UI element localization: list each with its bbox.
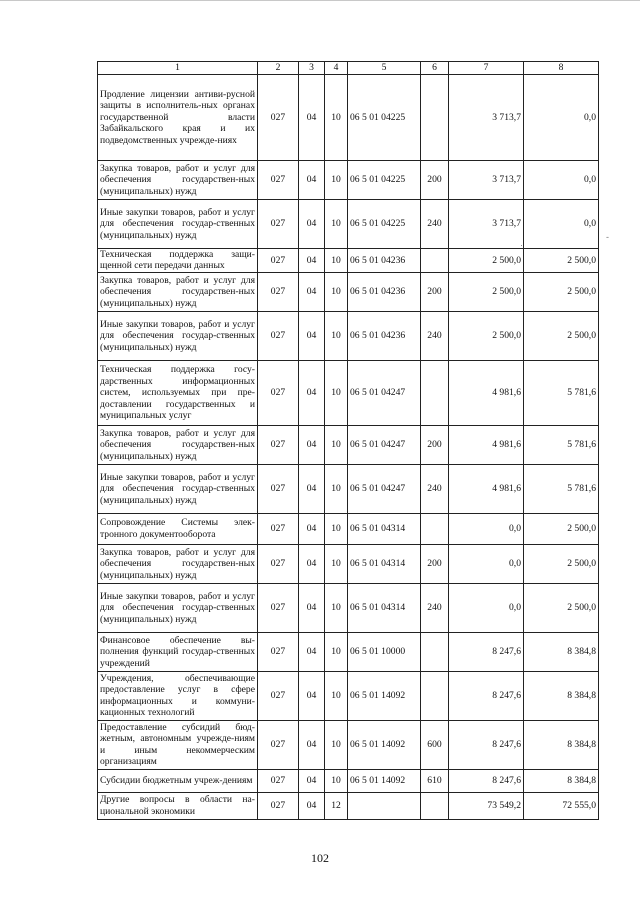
row-code-4: 10 <box>325 720 348 769</box>
scan-mark: · <box>520 240 523 250</box>
row-code-3: 04 <box>299 464 325 513</box>
table-row <box>98 792 599 819</box>
row-code-5: 06 5 01 04247 <box>348 425 421 464</box>
row-code-6: 200 <box>421 161 449 200</box>
row-code-2: 027 <box>258 161 299 200</box>
row-code-2: 027 <box>258 792 299 819</box>
row-code-6: 240 <box>421 200 449 249</box>
table-row <box>98 311 599 360</box>
row-amount-8: 5 781,6 <box>524 464 599 513</box>
row-code-2: 027 <box>258 311 299 360</box>
row-amount-8: 2 500,0 <box>524 544 599 583</box>
row-code-6: 240 <box>421 583 449 632</box>
row-description: Закупка товаров, работ и услуг для обеспечения государствен-ных (муниципальных) нужд <box>98 544 258 583</box>
row-description: Учреждения, обеспечивающие предоставление услуг в сфере информационных и коммуни-кационных технологий <box>98 671 258 720</box>
row-amount-8: 0,0 <box>524 200 599 249</box>
row-code-5: 06 5 01 04236 <box>348 311 421 360</box>
row-amount-7: 3 713,7 <box>449 161 524 200</box>
row-code-5: 06 5 01 04236 <box>348 272 421 311</box>
row-code-3: 04 <box>299 583 325 632</box>
row-code-2: 027 <box>258 632 299 671</box>
row-description: Иные закупки товаров, работ и услуг для обеспечения государ-ственных (муниципальных) нужд <box>98 583 258 632</box>
row-amount-8: 8 384,8 <box>524 632 599 671</box>
page-number: 102 <box>311 851 329 865</box>
col-header-3: 3 <box>299 62 325 75</box>
row-code-2: 027 <box>258 272 299 311</box>
row-amount-7: 3 713,7 <box>449 75 524 161</box>
row-amount-7: 0,0 <box>449 583 524 632</box>
row-code-4: 10 <box>325 671 348 720</box>
row-amount-8: 5 781,6 <box>524 360 599 425</box>
row-amount-7: 2 500,0 <box>449 249 524 273</box>
table-row <box>98 200 599 249</box>
col-header-8: 8 <box>524 62 599 75</box>
row-code-4: 10 <box>325 513 348 544</box>
row-code-3: 04 <box>299 75 325 161</box>
row-description: Иные закупки товаров, работ и услуг для обеспечения государ-ственных (муниципальных) нужд <box>98 200 258 249</box>
table-row <box>98 425 599 464</box>
row-code-4: 10 <box>325 583 348 632</box>
row-amount-7: 4 981,6 <box>449 464 524 513</box>
row-code-3: 04 <box>299 544 325 583</box>
row-code-4: 10 <box>325 425 348 464</box>
row-description: Предоставление субсидий бюд-жетным, автономным учрежде-ниям и иным некоммерческим организациям <box>98 720 258 769</box>
budget-table <box>97 61 599 820</box>
row-amount-7: 8 247,6 <box>449 632 524 671</box>
row-code-4: 10 <box>325 200 348 249</box>
col-header-1: 1 <box>98 62 258 75</box>
row-code-4: 10 <box>325 360 348 425</box>
row-code-2: 027 <box>258 769 299 792</box>
row-amount-7: 8 247,6 <box>449 720 524 769</box>
row-amount-8: 0,0 <box>524 161 599 200</box>
row-code-4: 10 <box>325 311 348 360</box>
row-code-6: 200 <box>421 272 449 311</box>
row-code-5: 06 5 01 04314 <box>348 513 421 544</box>
row-amount-7: 8 247,6 <box>449 671 524 720</box>
row-code-3: 04 <box>299 249 325 273</box>
row-code-6: 240 <box>421 464 449 513</box>
row-code-5: 06 5 01 14092 <box>348 720 421 769</box>
row-code-2: 027 <box>258 360 299 425</box>
row-code-2: 027 <box>258 425 299 464</box>
row-code-5: 06 5 01 04225 <box>348 200 421 249</box>
row-code-5: 06 5 01 04314 <box>348 583 421 632</box>
row-code-3: 04 <box>299 272 325 311</box>
row-amount-7: 0,0 <box>449 513 524 544</box>
table-row <box>98 632 599 671</box>
row-code-6: 200 <box>421 425 449 464</box>
row-code-6: 200 <box>421 544 449 583</box>
table-row <box>98 360 599 425</box>
row-code-2: 027 <box>258 583 299 632</box>
row-code-3: 04 <box>299 161 325 200</box>
row-code-2: 027 <box>258 75 299 161</box>
row-code-2: 027 <box>258 200 299 249</box>
table-row <box>98 513 599 544</box>
row-code-2: 027 <box>258 720 299 769</box>
row-description: Субсидии бюджетным учреж-дениям <box>98 769 258 792</box>
row-code-4: 10 <box>325 464 348 513</box>
row-code-3: 04 <box>299 311 325 360</box>
row-description: Закупка товаров, работ и услуг для обеспечения государствен-ных (муниципальных) нужд <box>98 425 258 464</box>
row-description: Техническая поддержка госу-дарственных информационных систем, используемых при пре-доставлении государственных и муниципальных услуг <box>98 360 258 425</box>
row-code-5: 06 5 01 10000 <box>348 632 421 671</box>
row-code-5: 06 5 01 04225 <box>348 161 421 200</box>
row-code-4: 10 <box>325 544 348 583</box>
row-code-6 <box>421 249 449 273</box>
row-code-3: 04 <box>299 632 325 671</box>
row-code-3: 04 <box>299 360 325 425</box>
row-code-3: 04 <box>299 200 325 249</box>
col-header-7: 7 <box>449 62 524 75</box>
row-code-6 <box>421 792 449 819</box>
row-code-6: 610 <box>421 769 449 792</box>
row-code-5: 06 5 01 04314 <box>348 544 421 583</box>
scan-mark: - <box>606 232 609 242</box>
row-description: Иные закупки товаров, работ и услуг для обеспечения государ-ственных (муниципальных) нужд <box>98 464 258 513</box>
row-description: Техническая поддержка защи-щенной сети передачи данных <box>98 249 258 273</box>
row-amount-7: 73 549,2 <box>449 792 524 819</box>
row-amount-8: 5 781,6 <box>524 425 599 464</box>
row-description: Другие вопросы в области на-циональной экономики <box>98 792 258 819</box>
row-code-2: 027 <box>258 544 299 583</box>
row-code-2: 027 <box>258 513 299 544</box>
row-code-4: 10 <box>325 632 348 671</box>
header-row <box>98 62 599 75</box>
row-amount-8: 2 500,0 <box>524 272 599 311</box>
row-description: Закупка товаров, работ и услуг для обеспечения государствен-ных (муниципальных) нужд <box>98 161 258 200</box>
table-row <box>98 544 599 583</box>
row-code-2: 027 <box>258 671 299 720</box>
row-description: Финансовое обеспечение вы-полнения функций государ-ственных учреждений <box>98 632 258 671</box>
row-amount-8: 8 384,8 <box>524 720 599 769</box>
row-code-3: 04 <box>299 671 325 720</box>
row-amount-7: 4 981,6 <box>449 425 524 464</box>
row-amount-7: 4 981,6 <box>449 360 524 425</box>
row-code-3: 04 <box>299 513 325 544</box>
row-amount-8: 8 384,8 <box>524 769 599 792</box>
col-header-4: 4 <box>325 62 348 75</box>
table-row <box>98 161 599 200</box>
row-code-3: 04 <box>299 425 325 464</box>
scan-top-edge <box>0 0 640 1</box>
row-amount-7: 2 500,0 <box>449 311 524 360</box>
row-code-4: 10 <box>325 249 348 273</box>
row-description: Закупка товаров, работ и услуг для обеспечения государствен-ных (муниципальных) нужд <box>98 272 258 311</box>
table-row <box>98 769 599 792</box>
table-row <box>98 249 599 273</box>
row-amount-7: 2 500,0 <box>449 272 524 311</box>
row-code-2: 027 <box>258 464 299 513</box>
row-amount-8: 2 500,0 <box>524 513 599 544</box>
row-code-6 <box>421 360 449 425</box>
col-header-6: 6 <box>421 62 449 75</box>
row-amount-8: 2 500,0 <box>524 583 599 632</box>
row-code-6 <box>421 671 449 720</box>
row-code-4: 10 <box>325 272 348 311</box>
row-amount-7: 0,0 <box>449 544 524 583</box>
row-code-6 <box>421 632 449 671</box>
row-amount-8: 2 500,0 <box>524 311 599 360</box>
row-code-6: 600 <box>421 720 449 769</box>
row-code-5: 06 5 01 04247 <box>348 360 421 425</box>
table-row <box>98 671 599 720</box>
table-row <box>98 464 599 513</box>
row-code-4: 10 <box>325 75 348 161</box>
row-code-4: 10 <box>325 161 348 200</box>
row-code-5: 06 5 01 04225 <box>348 75 421 161</box>
col-header-2: 2 <box>258 62 299 75</box>
row-amount-7: 3 713,7 <box>449 200 524 249</box>
row-code-5 <box>348 792 421 819</box>
row-code-6 <box>421 75 449 161</box>
row-code-3: 04 <box>299 720 325 769</box>
row-code-4: 12 <box>325 792 348 819</box>
row-amount-8: 0,0 <box>524 75 599 161</box>
row-amount-7: 8 247,6 <box>449 769 524 792</box>
row-code-5: 06 5 01 14092 <box>348 769 421 792</box>
row-amount-8: 72 555,0 <box>524 792 599 819</box>
row-amount-8: 8 384,8 <box>524 671 599 720</box>
row-code-5: 06 5 01 14092 <box>348 671 421 720</box>
table-row <box>98 75 599 161</box>
row-amount-8: 2 500,0 <box>524 249 599 273</box>
row-code-3: 04 <box>299 792 325 819</box>
col-header-5: 5 <box>348 62 421 75</box>
row-code-4: 10 <box>325 769 348 792</box>
row-code-3: 04 <box>299 769 325 792</box>
row-code-5: 06 5 01 04236 <box>348 249 421 273</box>
table-row <box>98 583 599 632</box>
row-description: Иные закупки товаров, работ и услуг для обеспечения государ-ственных (муниципальных) нужд <box>98 311 258 360</box>
row-code-6 <box>421 513 449 544</box>
table-row <box>98 272 599 311</box>
table-row <box>98 720 599 769</box>
row-description: Сопровождение Системы элек-тронного документооборота <box>98 513 258 544</box>
row-code-6: 240 <box>421 311 449 360</box>
row-code-2: 027 <box>258 249 299 273</box>
row-description: Продление лицензии антиви-русной защиты в исполнитель-ных органах государственной власти Забайкальского края и их подведомственных учрежде-ниях <box>98 75 258 161</box>
row-code-5: 06 5 01 04247 <box>348 464 421 513</box>
